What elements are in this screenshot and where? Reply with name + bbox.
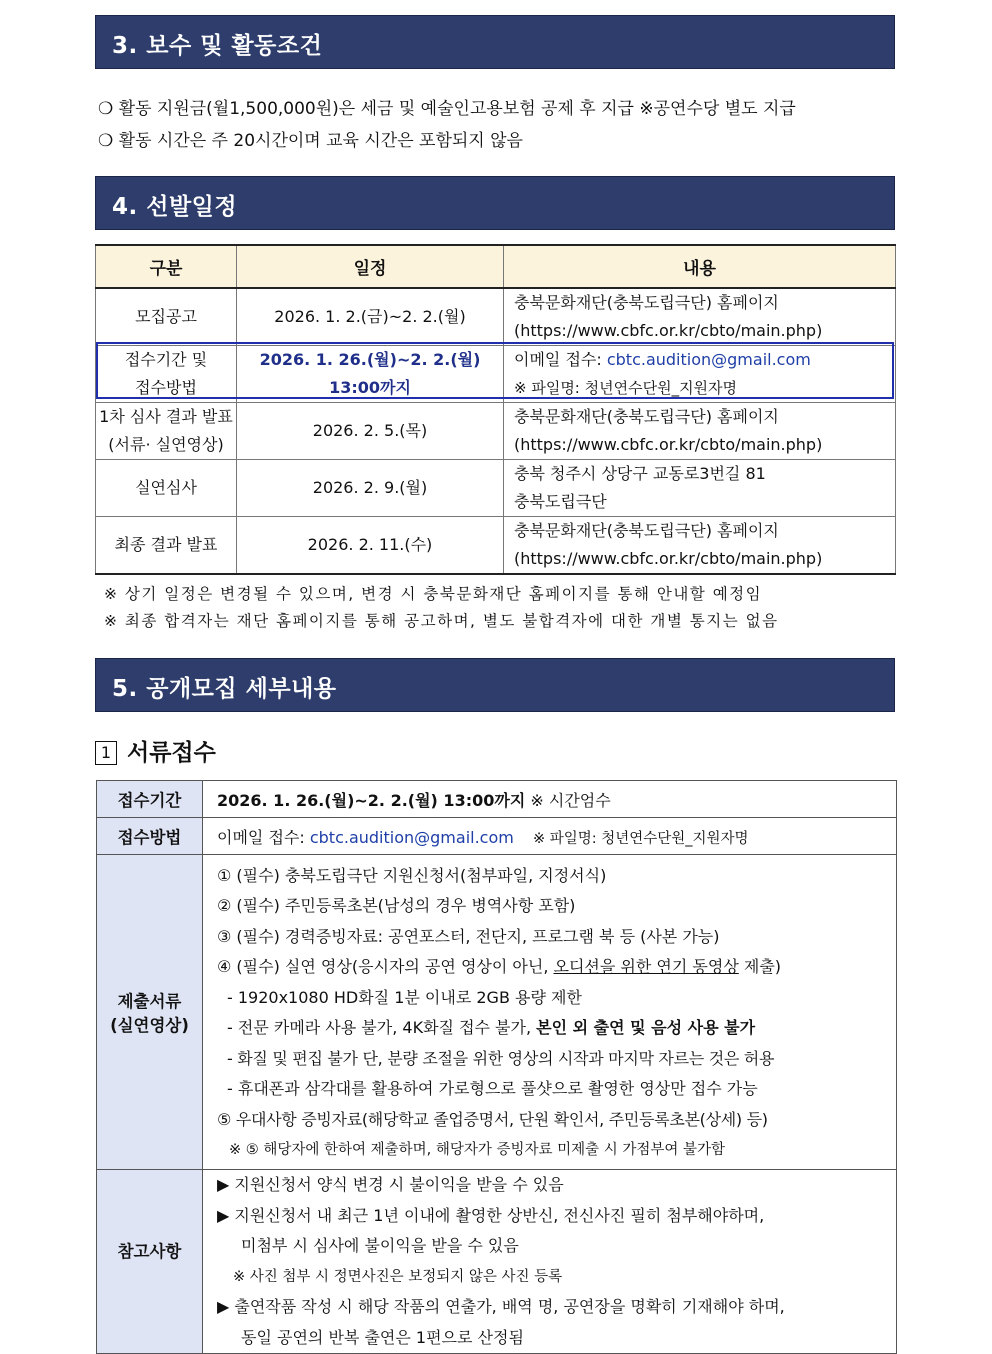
doc-sub-2-text: - 전문 카메라 사용 불가, 4K화질 접수 불가,: [227, 1018, 537, 1037]
doc-item-5: ⑤ 우대사항 증빙자료(해당학교 졸업증명서, 단원 확인서, 주민등록초본(상세) 등): [217, 1109, 768, 1129]
subsection-title: [95, 734, 216, 767]
ref-item-2-cont: 미첨부 시 심사에 불이익을 받을 수 있음: [241, 1236, 519, 1255]
doc-item-3: ③ (필수) 경력증빙자료: 공연포스터, 전단지, 프로그램 북 등 (사본 가능): [217, 926, 720, 946]
doc-sub-2: [217, 1013, 896, 1044]
period-note: ※ 시간엄수: [525, 790, 611, 810]
period-label: 접수기간: [97, 781, 203, 818]
section-4-title: 4. 선발일정: [112, 194, 238, 220]
doc-note: ※ ⑤ 해당자에 한하여 제출하며, 해당자가 증빙자료 미제출 시 가점부여 불가함: [229, 1142, 726, 1158]
date-text: 2026. 2. 9.(월): [312, 478, 428, 497]
section-3-header: [95, 15, 895, 69]
content-address: 충북 청주시 상당구 교동로3번길 81: [514, 464, 766, 483]
doc-item-4: [217, 952, 896, 983]
row-category: [96, 403, 237, 460]
content-line-1: 충북문화재단(충북도립극단) 홈페이지: [514, 293, 779, 312]
period-value-cell: [203, 781, 897, 818]
doc-item-4-underline: 오디션을 위한 연기 동영상: [553, 957, 739, 976]
row-category: [96, 460, 237, 517]
schedule-header-row: [96, 245, 896, 288]
table-row: [96, 403, 896, 460]
category-text: 최종 결과 발표: [114, 535, 218, 554]
content-place: 충북도립극단: [514, 492, 607, 511]
email-link[interactable]: cbtc.audition@gmail.com: [606, 350, 811, 369]
date-text: 2026. 2. 5.(목): [312, 421, 428, 440]
detail-table: [96, 780, 897, 1354]
row-date: [237, 460, 504, 517]
schedule-note-1: ※ 상기 일정은 변경될 수 있으며, 변경 시 충북문화재단 홈페이지를 통해 안내할 예정임: [104, 585, 763, 603]
content-url: (https://www.cbfc.or.kr/cbto/main.php): [514, 321, 823, 340]
email-prefix: 이메일 접수:: [514, 350, 607, 369]
refs-value-cell: [203, 1170, 897, 1354]
category-text: 모집공고: [135, 307, 197, 326]
date-deadline-text: 13:00까지: [329, 378, 411, 397]
content-line-1: 충북문화재단(충북도립극단) 홈페이지: [514, 407, 779, 426]
category-text: 1차 심사 결과 발표: [99, 407, 233, 426]
ref-note: ※ 사진 첨부 시 정면사진은 보정되지 않은 사진 등록: [233, 1268, 563, 1285]
doc-item-4-text: ④ (필수) 실연 영상(응시자의 공연 영상이 아닌,: [217, 957, 554, 976]
table-row-highlighted: [96, 346, 896, 403]
doc-sub-2-bold: 본인 외 출연 및 음성 사용 불가: [536, 1018, 756, 1037]
table-row: [96, 460, 896, 517]
sec3-bullet-1: ❍ 활동 지원금(월1,500,000원)은 세금 및 예술인고용보험 공제 후 지급 ※공연수당 별도 지급: [98, 99, 796, 119]
col-header-date: 일정: [237, 245, 504, 288]
section-5-title: 5. 공개모집 세부내용: [112, 676, 337, 702]
row-date: [237, 288, 504, 346]
docs-label-line1: 제출서류: [117, 992, 182, 1011]
doc-sub-3: - 화질 및 편집 불가 단, 분량 조절을 위한 영상의 시작과 마지막 자르는 것은 허용: [227, 1048, 775, 1068]
row-date: [237, 517, 504, 575]
table-row: [96, 288, 896, 346]
ref-item-2: ▶ 지원신청서 내 최근 1년 이내에 촬영한 상반신, 전신사진 필히 첨부해야하며,: [217, 1205, 765, 1225]
date-text: 2026. 1. 26.(월)~2. 2.(월): [259, 350, 481, 369]
ref-item-3-cont: 동일 공연의 반복 출연은 1편으로 산정됨: [241, 1327, 524, 1347]
detail-row-docs: [97, 855, 897, 1170]
section-5-header: [95, 658, 895, 712]
refs-label: 참고사항: [97, 1170, 203, 1354]
schedule-table: [95, 244, 896, 575]
period-value: 2026. 1. 26.(월)~2. 2.(월) 13:00까지: [217, 790, 526, 810]
section-4-header: [95, 176, 895, 230]
row-category: [96, 288, 237, 346]
category-text: 접수기간 및: [124, 350, 208, 369]
table-row: [96, 517, 896, 575]
category-text-2: (서류· 실연영상): [108, 435, 224, 454]
docs-label: [97, 855, 203, 1170]
doc-item-4-end: 제출): [738, 957, 782, 976]
docs-value-cell: [203, 855, 897, 1170]
row-category: [96, 517, 237, 575]
row-content: [504, 403, 896, 460]
category-text: 실연심사: [135, 478, 197, 497]
doc-sub-1: - 1920x1080 HD화질 1분 이내로 2GB 용량 제한: [227, 987, 582, 1007]
row-content: [504, 288, 896, 346]
doc-item-1: ① (필수) 충북도립극단 지원신청서(첨부파일, 지정서식): [217, 865, 607, 885]
detail-row-period: [97, 781, 897, 818]
col-header-content: 내용: [504, 245, 896, 288]
method-label: 접수방법: [97, 818, 203, 855]
doc-item-2: ② (필수) 주민등록초본(남성의 경우 병역사항 포함): [217, 896, 576, 915]
schedule-note-2: ※ 최종 합격자는 재단 홈페이지를 통해 공고하며, 별도 불합격자에 대한 개별 통지는 없음: [104, 612, 779, 630]
subsection-number-box: 1: [95, 741, 117, 765]
date-text: 2026. 2. 11.(수): [307, 535, 433, 554]
section-3-title: 3. 보수 및 활동조건: [112, 33, 323, 59]
ref-item-3: ▶ 출연작품 작성 시 해당 작품의 연출가, 배역 명, 공연장을 명확히 기재해야 하며,: [217, 1297, 785, 1316]
row-date: [237, 403, 504, 460]
content-url: (https://www.cbfc.or.kr/cbto/main.php): [514, 435, 823, 454]
content-url: (https://www.cbfc.or.kr/cbto/main.php): [514, 549, 823, 568]
method-filename-note: ※ 파일명: 청년연수단원_지원자명: [532, 830, 749, 847]
method-prefix: 이메일 접수:: [217, 827, 310, 847]
row-content: [504, 460, 896, 517]
email-link[interactable]: cbtc.audition@gmail.com: [309, 827, 514, 847]
ref-item-1: ▶ 지원신청서 양식 변경 시 불이익을 받을 수 있음: [217, 1175, 564, 1194]
row-content: [504, 517, 896, 575]
doc-sub-4: - 휴대폰과 삼각대를 활용하여 가로형으로 풀샷으로 촬영한 영상만 접수 가능: [227, 1079, 758, 1098]
row-content: [504, 346, 896, 403]
col-header-category: 구분: [96, 245, 237, 288]
row-date: [237, 346, 504, 403]
detail-row-refs: [97, 1170, 897, 1354]
subsection-title-text: 서류접수: [127, 739, 216, 766]
docs-label-line2: (실연영상): [110, 1016, 189, 1035]
method-value-cell: [203, 818, 897, 855]
filename-note: ※ 파일명: 청년연수단원_지원자명: [514, 379, 738, 397]
sec3-bullet-2: ❍ 활동 시간은 주 20시간이며 교육 시간은 포함되지 않음: [98, 131, 523, 151]
content-line-1: 충북문화재단(충북도립극단) 홈페이지: [514, 521, 779, 540]
date-text: 2026. 1. 2.(금)~2. 2.(월): [274, 307, 466, 326]
row-category: [96, 346, 237, 403]
detail-row-method: [97, 818, 897, 855]
category-text-2: 접수방법: [135, 378, 197, 397]
